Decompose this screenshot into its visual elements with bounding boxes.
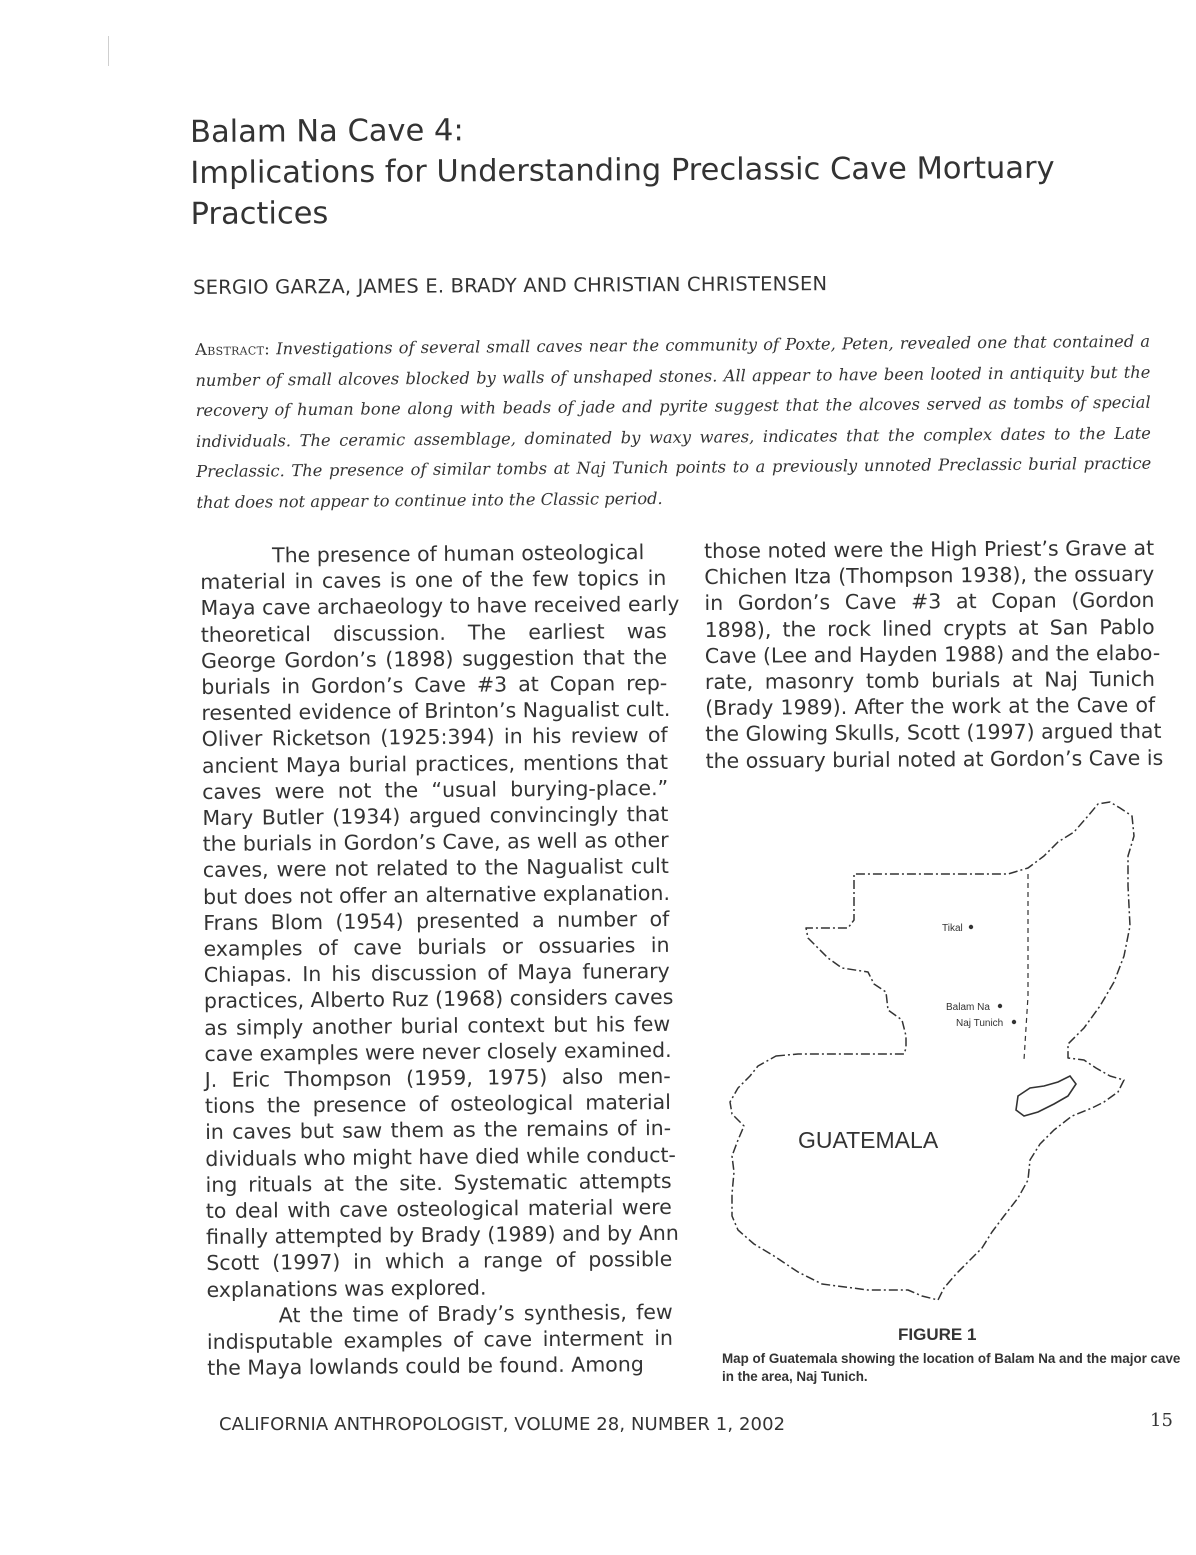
body-line: burials in Gordon’s Cave #3 at Copan rep- — [201, 670, 668, 700]
body-line: the Glowing Skulls, Scott (1997) argued that — [705, 719, 1162, 747]
body-line: Cave (Lee and Hayden 1988) and the elabo- — [704, 640, 1161, 668]
body-line: ancient Maya burial practices, mentions that — [201, 749, 669, 778]
body-line: the ossuary burial noted at Gordon’s Cave is — [705, 745, 1164, 773]
body-line: the Maya lowlands could be found. Among — [207, 1352, 644, 1381]
body-line: ing rituals at the site. Systematic attempts — [205, 1168, 672, 1197]
article-title — [190, 107, 1091, 235]
country-label: GUATEMALA — [798, 1127, 939, 1153]
body-line: practices, Alberto Ruz (1968) considers caves — [203, 985, 674, 1014]
body-line: caves, were not related to the Nagualist cult — [202, 854, 669, 883]
body-line: 1898), the rock lined crypts at San Pablo — [704, 614, 1155, 642]
body-line: resented evidence of Brinton’s Nagualist cult. — [201, 697, 671, 726]
body-line: Mary Butler (1934) argued convincingly that — [202, 801, 669, 831]
body-line: At the time of Brady’s synthesis, few — [278, 1299, 673, 1328]
body-line: Chichen Itza (Thompson 1938), the ossuary — [704, 562, 1155, 590]
body-line: Chiapas. In his discussion of Maya funerary — [203, 959, 670, 988]
body-line: The presence of human osteological — [272, 540, 645, 568]
body-column-left — [200, 539, 680, 1382]
body-line: theoretical discussion. The earliest was — [200, 618, 667, 647]
body-line: George Gordon’s (1898) suggestion that the — [200, 644, 668, 673]
journal-footer: CALIFORNIA ANTHROPOLOGIST, VOLUME 28, NUMBER 1, 2002 — [219, 1414, 786, 1435]
tikal-label: Tikal — [942, 923, 963, 934]
title-line-3: Practices — [190, 196, 329, 232]
scan-mark — [108, 36, 109, 66]
body-line: cave examples were never closely examined. — [204, 1037, 672, 1066]
body-line: those noted were the High Priest’s Grave at — [704, 535, 1155, 563]
naj-tunich-dot — [1012, 1020, 1016, 1024]
body-line: Maya cave archaeology to have received early — [200, 592, 680, 621]
figure-caption: Map of Guatemala showing the location of Balam Na and the major cave in the area, Naj Tunich. — [722, 1351, 1181, 1384]
balam-na-label: Balam Na — [946, 1002, 990, 1013]
body-line: examples of cave burials or ossuaries in — [203, 932, 670, 962]
tikal-dot — [969, 925, 973, 929]
body-column-right — [704, 535, 1164, 774]
body-line: indisputable examples of cave interment in — [206, 1325, 674, 1355]
body-line: explanations was explored. — [206, 1275, 487, 1302]
guatemala-border — [730, 802, 1134, 1300]
abstract-label: Abstract: — [195, 339, 271, 359]
abstract — [195, 327, 1152, 518]
naj-tunich-label: Naj Tunich — [956, 1018, 1004, 1029]
body-line: Scott (1997) in which a range of possible — [206, 1247, 673, 1276]
body-line: as simply another burial context but his few — [204, 1011, 671, 1040]
body-line: in Gordon’s Cave #3 at Copan (Gordon — [704, 588, 1155, 616]
abstract-text: Investigations of several small caves near the community of Poxte, Peten, revealed one that contained a number of small alcoves blocked by walls of unshaped stones. All appear to have been looted in antiquity but the recovery of human bone along with beads of jade and pyrite suggest that the alcoves served as tombs of special individuals. The ceramic assemblage, dominated by waxy wares, indicates that the complex dates to the Late Preclassic. The presence of similar tombs at Naj Tunich points to a previously unnoted Preclassic burial practice that does not appear to continue into the Classic period. — [195, 331, 1152, 512]
author-list: SERGIO GARZA, JAMES E. BRADY AND CHRISTIAN CHRISTENSEN — [193, 272, 828, 299]
body-line: (Brady 1989). After the work at the Cave of — [705, 693, 1156, 721]
page-number: 15 — [1150, 1410, 1173, 1431]
figure-label: FIGURE 1 — [898, 1325, 977, 1344]
body-line: J. Eric Thompson (1959, 1975) also men- — [204, 1063, 671, 1093]
body-line: caves were not the “usual burying-place.” — [202, 775, 669, 804]
balam-na-dot — [998, 1004, 1002, 1008]
body-line: Frans Blom (1954) presented a number of — [203, 906, 670, 935]
body-line: tions the presence of osteological material — [204, 1090, 672, 1119]
guatemala-map — [718, 796, 1158, 1316]
body-line: the burials in Gordon’s Cave, as well as other — [202, 828, 669, 857]
body-line: but does not offer an alternative explanation. — [202, 880, 671, 909]
belize-border — [1024, 874, 1028, 1060]
title-line-2: Implications for Understanding Preclassic Cave Mortuary — [190, 150, 1055, 191]
body-line: dividuals who might have died while conduct- — [205, 1142, 676, 1171]
body-line: Oliver Ricketson (1925:394) in his review of — [201, 723, 668, 752]
body-line: to deal with cave osteological material were — [205, 1194, 672, 1224]
body-line: material in caves is one of the few topics in — [200, 566, 667, 595]
body-line: in caves but saw them as the remains of in- — [205, 1116, 672, 1145]
title-line-1: Balam Na Cave 4: — [190, 113, 464, 150]
body-line: rate, masonry tomb burials at Naj Tunich — [704, 666, 1156, 695]
lake-izabal — [1016, 1076, 1076, 1116]
body-line: finally attempted by Brady (1989) and by Ann — [205, 1221, 679, 1250]
